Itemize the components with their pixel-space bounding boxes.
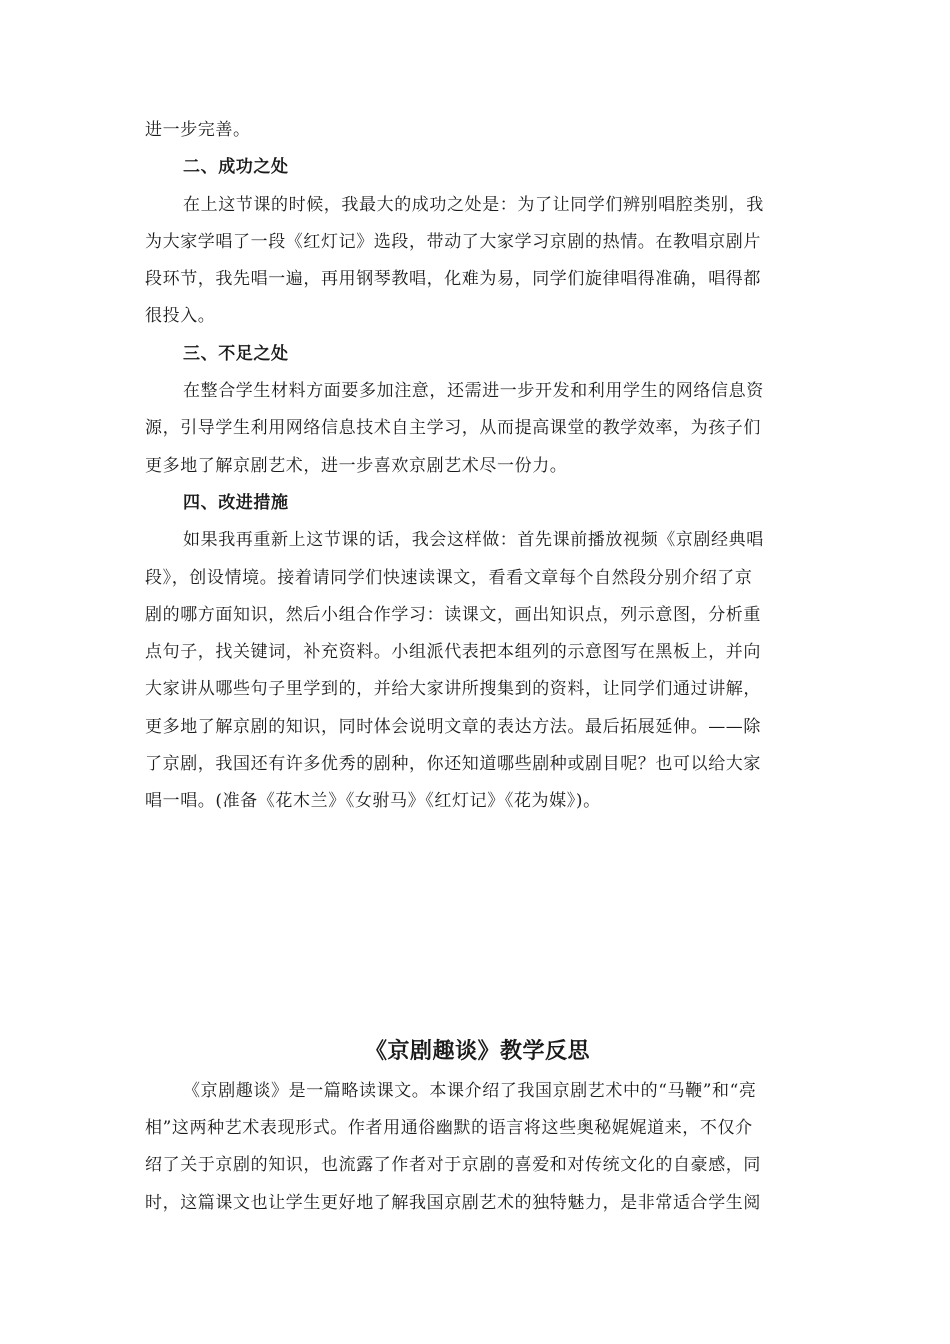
- paragraph-line: 更多地了解京剧艺术，进一步喜欢京剧艺术尽一份力。: [145, 455, 568, 476]
- paragraph-line: 唱一唱。(准备《花木兰》《女驸马》《红灯记》《花为媒》)。: [145, 791, 601, 812]
- blank-space: [145, 821, 810, 1031]
- paragraph-line: 段》，创设情境。接着请同学们快速读课文，看看文章每个自然段分别介绍了京: [145, 567, 753, 588]
- paragraph-line: 段环节，我先唱一遍，再用钢琴教唱，化难为易，同学们旋律唱得准确，唱得都: [145, 269, 761, 290]
- paragraph-line: 绍了关于京剧的知识，也流露了作者对于京剧的喜爱和对传统文化的自豪感，同: [145, 1155, 761, 1176]
- paragraph-line: 更多地了解京剧的知识，同时体会说明文章的表达方法。最后拓展延伸。——除: [145, 716, 761, 737]
- section-heading-success: 二、成功之处: [183, 157, 289, 178]
- paragraph-line: 大家讲从哪些句子里学到的，并给大家讲所搜集到的资料，让同学们通过讲解，: [145, 679, 761, 700]
- paragraph-line: 时，这篇课文也让学生更好地了解我国京剧艺术的独特魅力，是非常适合学生阅: [145, 1192, 761, 1213]
- paragraph-line: 相”这两种艺术表现形式。作者用通俗幽默的语言将这些奥秘娓娓道来，不仅介: [145, 1117, 753, 1138]
- paragraph-line: 《京剧趣谈》是一篇略读课文。本课介绍了我国京剧艺术中的“马鞭”和“亮: [183, 1080, 757, 1101]
- paragraph-line: 点句子，找关键词，补充资料。小组派代表把本组列的示意图写在黑板上，并向: [145, 642, 761, 663]
- paragraph-line: 剧的哪方面知识，然后小组合作学习：读课文，画出知识点，列示意图，分析重: [145, 604, 761, 625]
- paragraph-line: 很投入。: [145, 306, 216, 327]
- paragraph-line: 如果我再重新上这节课的话，我会这样做：首先课前播放视频《京剧经典唱: [183, 530, 764, 551]
- document-page: [145, 112, 810, 1222]
- paragraph-line: 在上这节课的时候，我最大的成功之处是：为了让同学们辨别唱腔类别，我: [183, 194, 764, 215]
- article-title: 《京剧趣谈》教学反思: [364, 1037, 590, 1064]
- paragraph-tail: 进一步完善。: [145, 120, 251, 140]
- paragraph-line: 源，引导学生利用网络信息技术自主学习，从而提高课堂的教学效率，为孩子们: [145, 418, 761, 439]
- paragraph-line: 为大家学唱了一段《红灯记》选段，带动了大家学习京剧的热情。在教唱京剧片: [145, 231, 761, 252]
- paragraph-line: 在整合学生材料方面要多加注意，还需进一步开发和利用学生的网络信息资: [183, 381, 764, 402]
- section-heading-shortcomings: 三、不足之处: [183, 343, 289, 364]
- paragraph-line: 了京剧，我国还有许多优秀的剧种，你还知道哪些剧种或剧目呢？也可以给大家: [145, 754, 761, 775]
- section-heading-improvements: 四、改进措施: [183, 492, 289, 513]
